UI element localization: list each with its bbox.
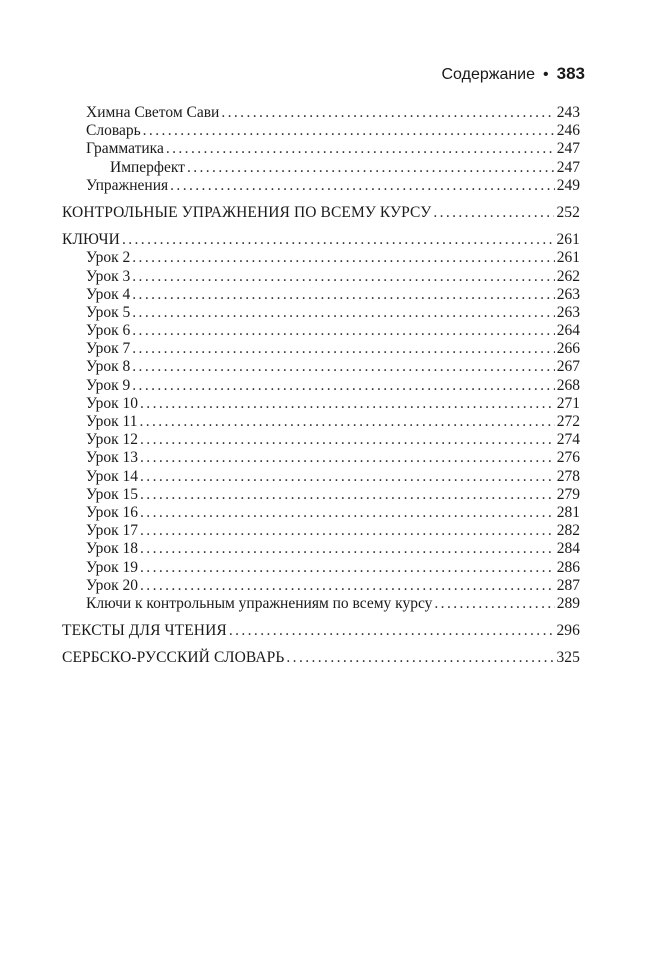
toc-entry-label: Урок 18 (86, 540, 139, 558)
toc-entry[interactable] (62, 358, 580, 376)
toc-entry-label: Урок 20 (86, 576, 139, 594)
dot-leader (132, 249, 554, 267)
dot-leader (140, 486, 555, 504)
toc-entry-page: 287 (556, 576, 580, 594)
toc-entry-page: 262 (556, 267, 580, 285)
dot-leader (140, 449, 555, 467)
toc-entry-label: ТЕКСТЫ ДЛЯ ЧТЕНИЯ (62, 622, 227, 640)
toc-entry-page: 249 (556, 176, 580, 194)
toc-entry-page: 243 (556, 104, 580, 121)
toc-entry[interactable] (62, 559, 580, 577)
toc-entry-page: 276 (556, 449, 580, 467)
toc-entry[interactable] (62, 431, 580, 449)
toc-entry[interactable] (62, 449, 580, 467)
toc-entry-page: 247 (556, 140, 580, 158)
toc-entry[interactable] (62, 540, 580, 558)
toc-entry[interactable] (62, 522, 580, 540)
toc-entry-label: Урок 10 (86, 394, 139, 412)
toc-entry-page: 264 (556, 322, 580, 340)
toc-entry-page: 261 (556, 231, 580, 249)
toc-entry-label: Словарь (86, 122, 141, 140)
toc-entry-label: Урок 15 (86, 485, 139, 503)
toc-entry-page: 281 (556, 503, 580, 521)
toc-entry-page: 267 (556, 358, 580, 376)
dot-leader (170, 177, 555, 195)
toc-entry-label: Грамматика (86, 140, 164, 158)
toc-entry-page: 261 (556, 249, 580, 267)
dot-leader (132, 268, 554, 286)
toc-entry[interactable] (62, 204, 580, 222)
dot-leader (187, 159, 555, 177)
page-number: 383 (556, 64, 585, 83)
toc-entry-label: Урок 3 (86, 267, 131, 285)
toc-entry-page: 274 (556, 431, 580, 449)
toc-entry[interactable] (62, 486, 580, 504)
header-title: Содержание (441, 66, 536, 83)
dot-leader (140, 468, 555, 486)
toc-entry-label: Имперфект (110, 158, 185, 176)
toc-entry[interactable] (62, 249, 580, 267)
toc-entry[interactable] (62, 268, 580, 286)
toc-entry-label: Ключи к контрольным упражнениям по всему курсу (86, 594, 433, 612)
toc-entry-page: 246 (556, 122, 580, 140)
dot-leader (140, 504, 555, 522)
toc-entry[interactable] (62, 286, 580, 304)
toc-entry-page: 247 (556, 158, 580, 176)
toc-entry[interactable] (62, 122, 580, 140)
dot-leader (132, 286, 554, 304)
toc-entry-label: Урок 4 (86, 285, 131, 303)
toc-entry[interactable] (62, 649, 580, 667)
toc-entry-label: Урок 14 (86, 467, 139, 485)
dot-leader (166, 140, 555, 158)
dot-leader (433, 204, 554, 222)
dot-leader (122, 231, 554, 249)
toc-entry-label: Урок 5 (86, 303, 131, 321)
toc-entry[interactable] (62, 413, 580, 431)
toc-entry-label: Урок 16 (86, 503, 139, 521)
dot-leader (143, 122, 555, 140)
toc-entry-label: КОНТРОЛЬНЫЕ УПРАЖНЕНИЯ ПО ВСЕМУ КУРСУ (62, 203, 432, 221)
toc-entry[interactable] (62, 504, 580, 522)
toc-entry-page: 272 (556, 413, 580, 430)
toc-entry-page: 266 (556, 340, 580, 358)
dot-leader (434, 595, 554, 613)
toc-entry[interactable] (62, 395, 580, 413)
dot-leader (132, 304, 554, 322)
dot-leader (139, 413, 554, 431)
dot-leader (286, 649, 554, 667)
toc-entry-page: 263 (556, 285, 580, 303)
toc-entry-label: Урок 12 (86, 431, 139, 449)
dot-leader (140, 577, 555, 595)
toc-entry-label: Химна Светом Сави (86, 104, 220, 121)
header-bullet: • (543, 66, 549, 83)
toc-entry[interactable] (62, 159, 580, 177)
dot-leader (132, 340, 554, 358)
toc-entry-page: 252 (556, 203, 580, 221)
toc-entry-page: 289 (556, 594, 580, 612)
toc-entry-label: Урок 11 (86, 413, 138, 430)
toc-entry-label: СЕРБСКО-РУССКИЙ СЛОВАРЬ (62, 649, 285, 667)
toc-entry-page: 325 (556, 649, 580, 667)
toc-entry[interactable] (62, 468, 580, 486)
toc-entry-page: 282 (556, 522, 580, 540)
dot-leader (140, 431, 555, 449)
toc-entry[interactable] (62, 140, 580, 158)
running-header (442, 64, 586, 84)
toc-entry-label: КЛЮЧИ (62, 231, 120, 249)
toc-entry-label: Урок 8 (86, 358, 131, 376)
dot-leader (140, 559, 555, 577)
toc-entry[interactable] (62, 340, 580, 358)
toc-entry[interactable] (62, 322, 580, 340)
toc-entry[interactable] (62, 231, 580, 249)
dot-leader (132, 377, 554, 395)
toc-entry[interactable] (62, 304, 580, 322)
dot-leader (229, 622, 555, 640)
toc-entry[interactable] (62, 622, 580, 640)
toc-entry[interactable] (62, 377, 580, 395)
toc-entry-label: Урок 2 (86, 249, 131, 267)
toc-entry-label: Урок 19 (86, 558, 139, 576)
toc-entry-page: 271 (556, 394, 580, 412)
dot-leader (140, 522, 555, 540)
toc-entry-label: Урок 13 (86, 449, 139, 467)
toc-entry-page: 278 (556, 467, 580, 485)
toc-entry-page: 284 (556, 540, 580, 558)
dot-leader (132, 322, 554, 340)
dot-leader (132, 358, 554, 376)
toc-entry-page: 263 (556, 303, 580, 321)
toc-entry-label: Урок 7 (86, 340, 131, 358)
dot-leader (140, 540, 555, 558)
toc-entry[interactable] (62, 177, 580, 195)
toc-entry[interactable] (62, 104, 580, 122)
toc-entry-page: 279 (556, 485, 580, 503)
toc-entry[interactable] (62, 577, 580, 595)
toc-entry-label: Урок 6 (86, 322, 131, 340)
toc-entry-label: Упражнения (86, 176, 169, 194)
dot-leader (221, 104, 554, 122)
table-of-contents (62, 104, 580, 667)
toc-entry-label: Урок 9 (86, 376, 131, 394)
toc-entry-label: Урок 17 (86, 522, 139, 540)
toc-entry-page: 296 (556, 622, 580, 640)
dot-leader (140, 395, 555, 413)
toc-entry[interactable] (62, 595, 580, 613)
toc-entry-page: 286 (556, 558, 580, 576)
toc-entry-page: 268 (556, 376, 580, 394)
